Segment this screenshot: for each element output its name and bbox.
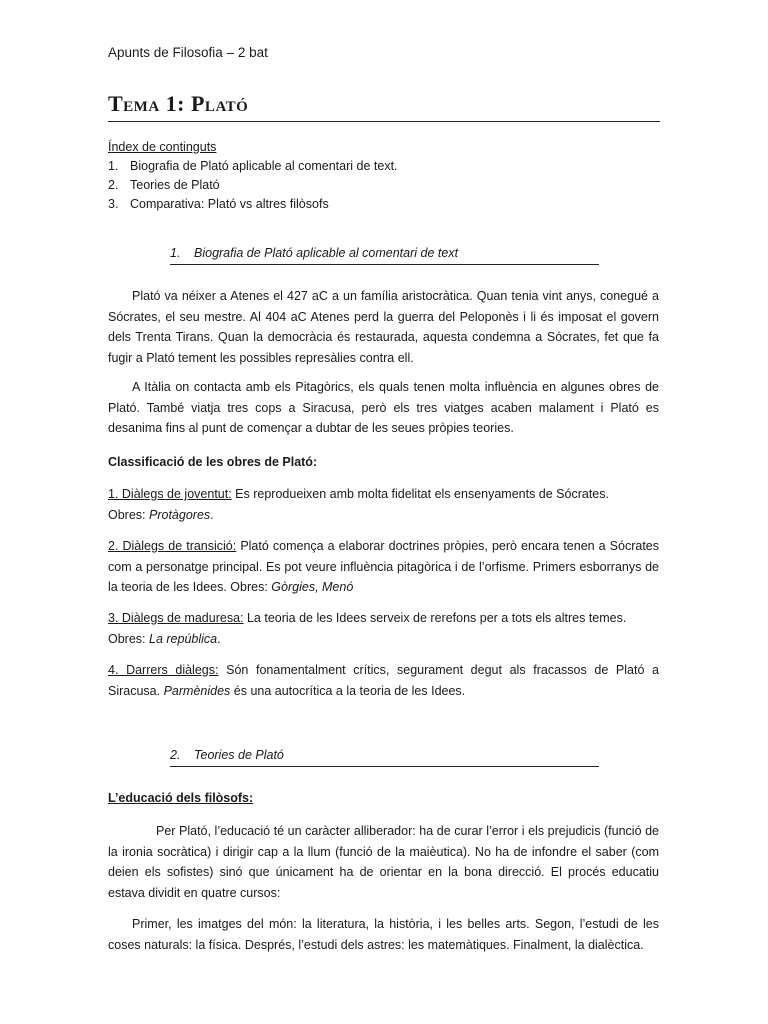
page-title: Tema 1: Plató <box>108 91 660 122</box>
works-item <box>108 536 659 598</box>
works-item-obres: Gòrgies, Menó <box>271 580 354 594</box>
works-item-text: Són fonamentalment crítics, segurament degut als fracassos de Plató a Siracusa. <box>108 663 659 698</box>
toc-item-label: Teories de Plató <box>130 178 220 192</box>
works-item-label: 3. Diàlegs de maduresa: <box>108 611 244 625</box>
works-item-label: 1. Diàlegs de joventut: <box>108 487 232 501</box>
works-item-text: Es reprodueixen amb molta fidelitat els ensenyaments de Sócrates. <box>231 487 609 501</box>
works-item-tail: . <box>217 631 221 646</box>
section-heading-2 <box>170 748 599 767</box>
works-item-obres-label: Obres: <box>108 507 149 522</box>
toc-item-label: Comparativa: Plató vs altres filòsofs <box>130 197 329 211</box>
table-of-contents <box>108 138 398 214</box>
document-header: Apunts de Filosofia – 2 bat <box>108 45 268 60</box>
works-item-obres-label: Obres: <box>108 631 149 646</box>
paragraph-education-2: Primer, les imatges del món: la literatura, la història, i les belles arts. Segon, l’estudi de les coses naturals: la física. Després, l’estudi dels astres: les matemàtiques. Finalment, la dialèctica. <box>108 917 659 952</box>
subsection-heading: L’educació dels filòsofs: <box>108 791 254 805</box>
works-item-text: Plató comença a elaborar doctrines pròpies, però encara tenen a Sócrates com a personatge principal. Es pot veure influència pitagòrica i de l’orfisme. Primers esborranys de la teoria de les Idees. <box>108 539 660 594</box>
works-item-obres-label: Obres: <box>230 580 272 594</box>
works-classification-heading: Classificació de les obres de Plató: <box>108 455 318 469</box>
toc-item-number: 1. <box>108 159 119 173</box>
works-item <box>108 660 659 701</box>
works-item-tail: . <box>210 507 214 522</box>
works-item <box>108 608 659 649</box>
paragraph-education-1: Per Plató, l’educació té un caràcter alliberador: ha de curar l’error i els prejudicis (funció de la ironia socràtica) i dirigir cap a la llum (funció de la maièutica). No ha de infondre el saber (com deien els sofistes) sinó que únicament ha de orientar en la bona direcció. El procés educatiu estava dividit en quatre cursos: <box>108 824 659 900</box>
section-title: Biografia de Plató aplicable al comentari de text <box>194 246 459 260</box>
works-item-obres: Parmènides <box>163 683 231 698</box>
works-item-obres: Protàgores <box>149 507 211 522</box>
section-title: Teories de Plató <box>194 748 284 762</box>
toc-title: Índex de continguts <box>108 140 217 154</box>
toc-item <box>108 176 398 195</box>
works-item-label: 2. Diàlegs de transició: <box>108 539 237 553</box>
section-heading-1 <box>170 246 599 265</box>
paragraph-biography-1: Plató va néixer a Atenes el 427 aC a un família aristocràtica. Quan tenia vint anys, conegué a Sócrates, el seu mestre. Al 404 aC Atenes perd la guerra del Peloponès i li és imposat el govern dels Trenta Tirans. Quan la democràcia és restaurada, aquesta condemna a Sócrates, fet que fa fugir a Plató tement les possibles represàlies contra ell. <box>108 289 659 365</box>
works-item-tail: és una autocrítica a la teoria de les Idees. <box>230 683 466 698</box>
works-item-obres: La república <box>149 631 218 646</box>
works-item-label: 4. Darrers diàlegs: <box>108 663 219 677</box>
works-item-text: La teoria de les Idees serveix de rerefons per a tots els altres temes. <box>243 611 627 625</box>
section-number: 1. <box>170 246 181 260</box>
works-item <box>108 484 659 525</box>
section-number: 2. <box>170 748 181 762</box>
toc-item-label: Biografia de Plató aplicable al comentari de text. <box>130 159 398 173</box>
toc-item <box>108 157 398 176</box>
paragraph-biography-2: A Itàlia on contacta amb els Pitagòrics, els quals tenen molta influència en algunes obres de Plató. També viatja tres cops a Siracusa, però els tres viatges acaben malament i Plató es desanima fins al punt de començar a dubtar de les seues pròpies teories. <box>108 380 659 435</box>
toc-item-number: 2. <box>108 178 119 192</box>
toc-item-number: 3. <box>108 197 119 211</box>
toc-item <box>108 195 398 214</box>
